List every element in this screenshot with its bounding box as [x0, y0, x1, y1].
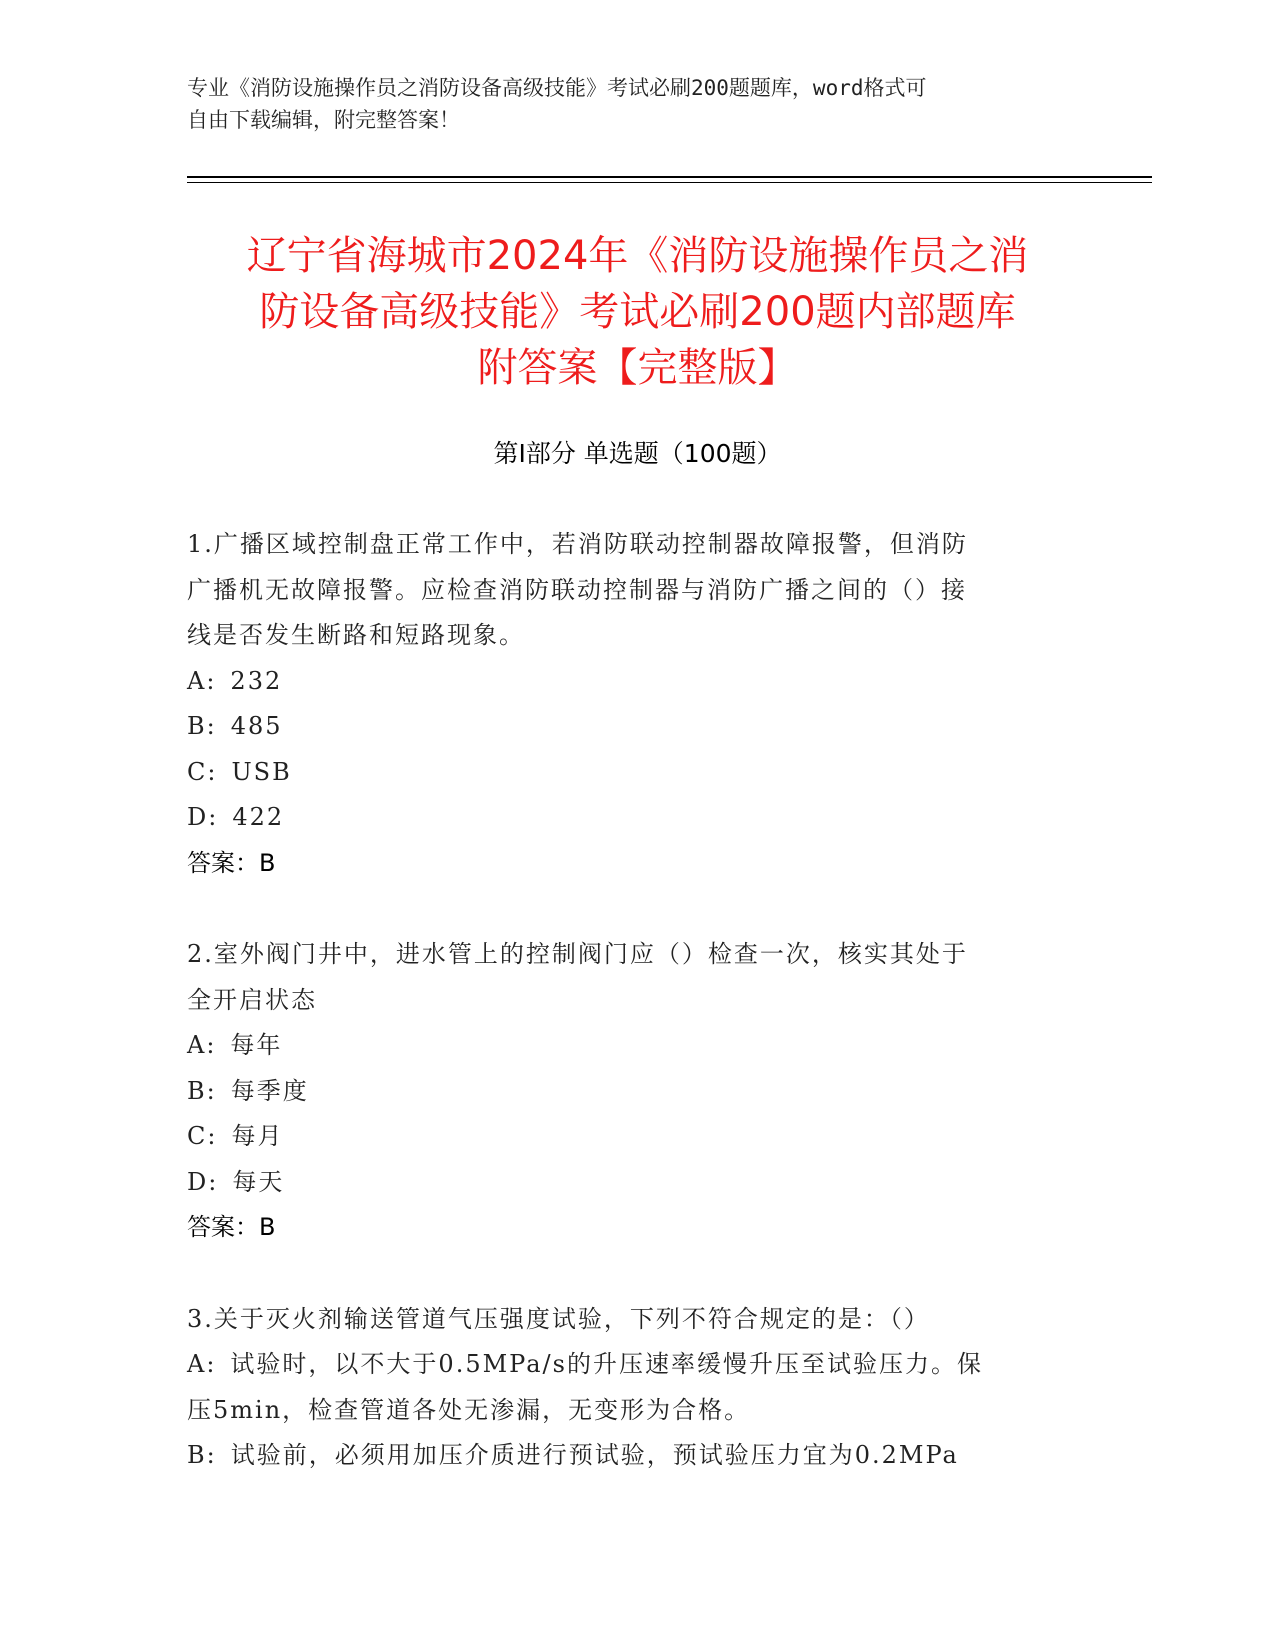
question-item — [187, 522, 1067, 886]
question-stem-line: 2.室外阀门井中，进水管上的控制阀门应（）检查一次，核实其处于 — [187, 940, 968, 968]
section-title: 第Ⅰ部分 单选题（100题） — [493, 439, 782, 468]
option-text: USB — [231, 757, 292, 786]
option-a-continuation: 压5min，检查管道各处无渗漏，无变形为合格。 — [187, 1395, 751, 1424]
question-stem-line: 1.广播区域控制盘正常工作中，若消防联动控制器故障报警，但消防 — [187, 530, 968, 558]
option-text: 422 — [232, 803, 285, 831]
option-label: D: — [187, 1167, 219, 1196]
option-text: 每季度 — [230, 1076, 309, 1105]
option-a — [187, 1342, 1067, 1388]
option-text: 试验时，以不大于0.5MPa/s的升压速率缓慢升压至试验压力。保 — [230, 1350, 983, 1378]
question-item — [187, 932, 1067, 1251]
option-text: 每天 — [232, 1167, 285, 1196]
option-c — [187, 750, 1067, 796]
header-note-line: 专业《消防设施操作员之消防设备高级技能》考试必刷200题题库，word格式可 — [187, 76, 927, 100]
option-label: C: — [187, 1122, 218, 1150]
document-title-line: 辽宁省海城市2024年《消防设施操作员之消 — [246, 233, 1029, 279]
question-stem-line: 3.关于灭火剂输送管道气压强度试验，下列不符合规定的是：（） — [187, 1304, 930, 1333]
question-stem-line: 广播机无故障报警。应检查消防联动控制器与消防广播之间的（）接 — [187, 575, 967, 604]
option-label: A: — [187, 1031, 217, 1059]
header-note-line: 自由下载编辑，附完整答案！ — [187, 108, 460, 132]
option-label: D: — [187, 803, 219, 831]
question-list — [187, 522, 1067, 1525]
option-c — [187, 1114, 1067, 1160]
option-label: A: — [187, 1350, 217, 1378]
option-d — [187, 795, 1067, 841]
question-stem — [187, 1297, 1067, 1343]
option-b — [187, 704, 1067, 750]
answer-line: 答案：B — [187, 1213, 276, 1241]
option-label: B: — [187, 712, 217, 740]
option-label: A: — [187, 666, 217, 695]
option-a — [187, 1023, 1067, 1069]
option-b — [187, 1069, 1067, 1115]
option-text: 485 — [230, 712, 283, 740]
option-text: 每月 — [231, 1122, 284, 1150]
answer-line: 答案：B — [187, 848, 276, 877]
document-title-line: 防设备高级技能》考试必刷200题内部题库 — [259, 289, 1016, 335]
question-stem — [187, 932, 1067, 1023]
option-d — [187, 1160, 1067, 1206]
question-stem — [187, 522, 1067, 659]
question-item — [187, 1297, 1067, 1479]
option-text: 每年 — [230, 1031, 283, 1059]
document-title-line: 附答案【完整版】 — [477, 345, 798, 391]
option-b — [187, 1433, 1067, 1479]
option-label: B: — [187, 1076, 217, 1105]
question-stem-line: 全开启状态 — [187, 985, 317, 1014]
question-stem-line: 线是否发生断路和短路现象。 — [187, 621, 525, 649]
option-text: 试验前，必须用加压介质进行预试验，预试验压力宜为0.2MPa — [230, 1441, 959, 1469]
header-note — [187, 72, 1067, 136]
option-label: B: — [187, 1441, 217, 1469]
document-title — [150, 228, 1125, 396]
header-divider-thin — [187, 182, 1152, 183]
option-a — [187, 659, 1067, 705]
header-divider-thick — [187, 176, 1152, 178]
option-label: C: — [187, 757, 218, 786]
option-text: 232 — [230, 666, 283, 695]
